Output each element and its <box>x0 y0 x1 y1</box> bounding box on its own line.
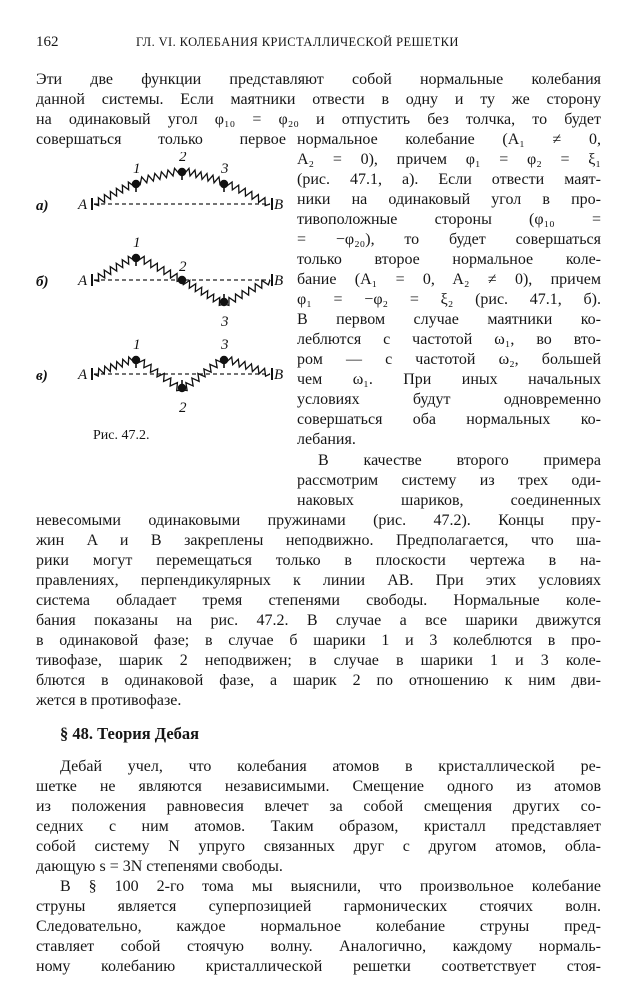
text-line: чем ω₁. При иных начальных <box>297 371 601 388</box>
text-line: в одинаковой фазе; в случае б шарики 1 и 3 колеблются в про- <box>36 632 601 649</box>
spring <box>182 168 224 184</box>
text-line: бания показаны на рис. 47.2. В случае а все шарики движутся <box>36 612 601 629</box>
section-heading: § 48. Теория Дебая <box>60 724 200 743</box>
text-line: ставляет собой стоячую волну. Аналогично, каждому нормаль- <box>36 938 601 955</box>
text-line: леблются с частотой ω₁, во вто- <box>297 331 601 348</box>
end-label-a: A <box>78 197 88 213</box>
ball <box>132 254 140 262</box>
ball-label: 1 <box>133 337 141 353</box>
spring-panel <box>36 337 283 416</box>
ball-label: 3 <box>221 337 229 353</box>
text-line: нормальное колебание (A₁ ≠ 0, <box>297 131 601 148</box>
text-line: φ₁ = −φ₂ = ξ₂ (рис. 47.1, б). <box>297 291 601 308</box>
end-label-a: A <box>78 367 88 383</box>
text-line: Следовательно, каждое нормальное колебание струны пред- <box>36 918 601 935</box>
text-line: наковых шариков, соединенных <box>297 492 601 509</box>
text-line: ром — с частотой ω₂, большей <box>297 351 601 368</box>
text-line: (рис. 47.1, а). Если отвести маят- <box>297 171 601 188</box>
spring <box>94 256 136 281</box>
ball-label: 3 <box>221 161 229 177</box>
ball <box>178 168 186 176</box>
text-line: только второе нормальное коле- <box>297 251 601 268</box>
ball-label: 1 <box>133 161 141 177</box>
ball-label: 1 <box>133 235 141 251</box>
running-title: ГЛ. VI. КОЛЕБАНИЯ КРИСТАЛЛИЧЕСКОЙ РЕШЕТКИ <box>136 35 459 49</box>
text-line: тивофазе, шарик 2 неподвижен; в случае в шарики 1 и 3 коле- <box>36 652 601 669</box>
text-line: совершаться только первое <box>36 131 286 148</box>
text-line: правлениях, перпендикулярных к линии AB. При этих условиях <box>36 572 601 589</box>
text-line: собой систему N упруго связанных друг с другом атомов, обла- <box>36 838 601 855</box>
text-line: на одинаковый угол φ₁₀ = φ₂₀ и отпустить без толчка, то будет <box>36 111 601 128</box>
text-line: В качестве второго примера <box>318 452 601 469</box>
text-line: из положения равновесия влечет за собой смещения других со- <box>36 798 601 815</box>
text-line: В § 100 2-го тома мы выяснили, что произвольное колебание <box>60 878 601 895</box>
text-line: условиях будут одновременно <box>297 391 601 408</box>
ball <box>220 298 228 306</box>
spring <box>224 357 270 376</box>
page-header <box>36 34 601 56</box>
ball-label: 2 <box>179 152 187 165</box>
panel-letter: б) <box>36 274 49 290</box>
text-line: совершаться оба нормальных ко- <box>297 411 601 428</box>
spring <box>136 168 182 184</box>
text-line: Эти две функции представляют собой нормальные колебания <box>36 71 601 88</box>
end-label-b: B <box>274 367 284 383</box>
text-line: В первом случае маятники ко- <box>297 311 601 328</box>
figure-47-2 <box>36 152 294 427</box>
ball <box>220 356 228 364</box>
ball <box>178 384 186 392</box>
text-line: система обладает тремя степенями свободы. Нормальные коле- <box>36 592 601 609</box>
text-line: рассмотрим систему из трех оди- <box>297 472 601 489</box>
spring <box>136 256 182 281</box>
text-line: A₂ = 0), причем φ₁ = φ₂ = ξ₁ <box>297 151 601 168</box>
spring <box>94 357 136 376</box>
figure-caption: Рис. 47.2. <box>93 428 150 443</box>
text-line: шетке не являются независимыми. Смещение одного из атомов <box>36 778 601 795</box>
ball-label: 3 <box>221 314 229 330</box>
text-line: струны является суперпозицией гармонических стоячих волн. <box>36 898 601 915</box>
spring <box>224 182 270 206</box>
text-line: жин A и B закреплены неподвижно. Предполагается, что ша- <box>36 532 601 549</box>
panel-letter: а) <box>36 198 49 214</box>
spring <box>182 280 224 305</box>
text-line: = −φ₂₀), то будет совершаться <box>297 231 601 248</box>
text-line: бание (A₁ = 0, A₂ ≠ 0), причем <box>297 271 601 288</box>
ball <box>132 356 140 364</box>
text-line: блются в одинаковой фазе, а шарик 2 по отношению к ним дви- <box>36 672 601 689</box>
spring <box>224 280 270 305</box>
text-line: невесомыми одинаковыми пружинами (рис. 47.2). Концы пру- <box>36 512 601 529</box>
spring-panel <box>36 152 283 214</box>
text-line: дающую s = 3N степенями свободы. <box>36 858 283 875</box>
end-label-b: B <box>274 273 284 289</box>
text-line: Дебай учел, что колебания атомов в кристаллической ре- <box>60 758 601 775</box>
spring <box>94 182 136 206</box>
text-line: данной системы. Если маятники отвести в одну и ту же сторону <box>36 91 601 108</box>
text-line: ному колебанию кристаллической решетки соответствует стоя- <box>36 958 601 975</box>
text-line: ники на одинаковый угол в про- <box>297 191 601 208</box>
page-number: 162 <box>36 34 59 50</box>
panel-letter: в) <box>36 368 48 384</box>
ball <box>132 180 140 188</box>
ball <box>220 180 228 188</box>
spring-panel <box>36 235 283 330</box>
text-line: тивоположные стороны (φ₁₀ = <box>297 211 601 228</box>
ball-label: 2 <box>179 400 187 416</box>
text-line: лебания. <box>297 431 356 448</box>
ball-label: 2 <box>179 259 187 275</box>
text-line: жется в противофазе. <box>36 692 182 709</box>
ball <box>178 276 186 284</box>
text-line: рики могут перемещаться только в плоскости чертежа в на- <box>36 552 601 569</box>
end-label-a: A <box>78 273 88 289</box>
text-line: седних с ним атомов. Таким образом, кристалл представляет <box>36 818 601 835</box>
end-label-b: B <box>274 197 284 213</box>
